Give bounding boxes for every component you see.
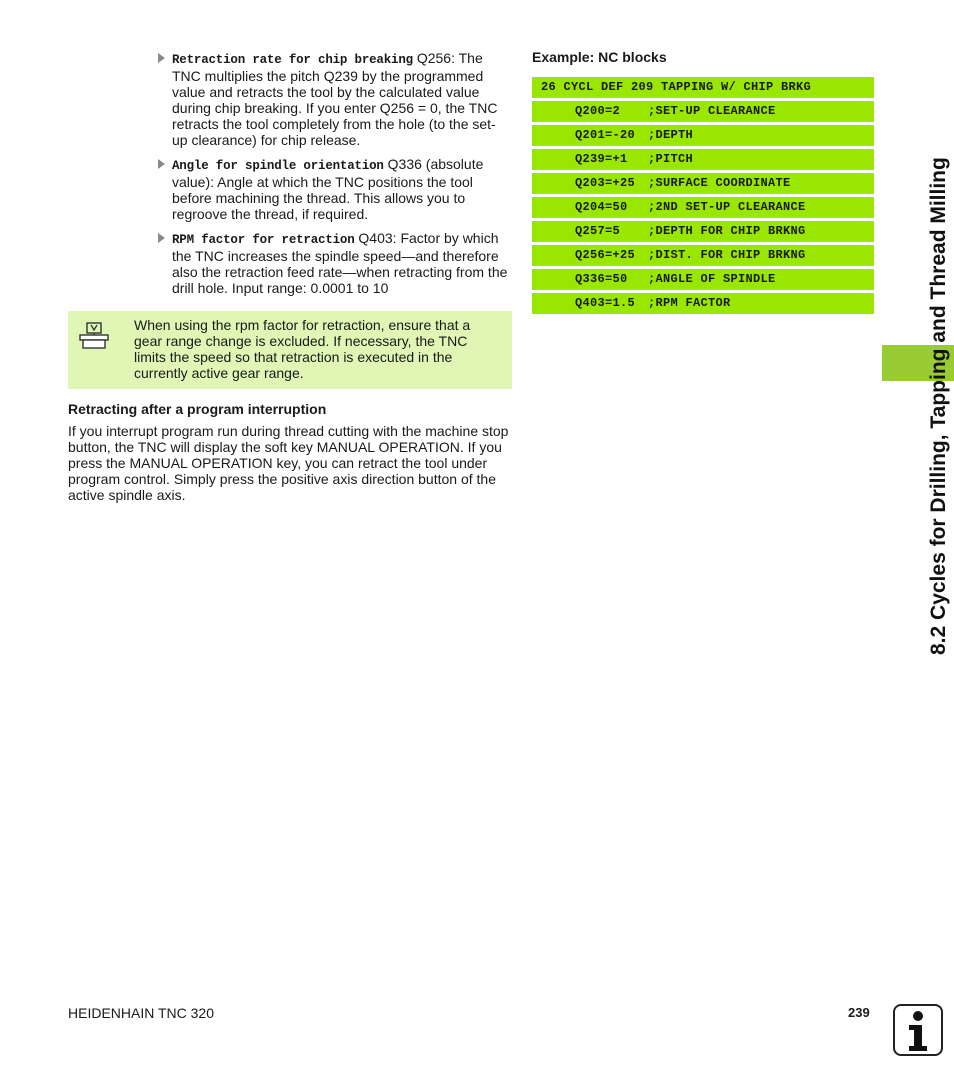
nc-block-row: 26 CYCL DEF 209 TAPPING W/ CHIP BRKG	[532, 77, 874, 98]
nc-block-row	[532, 269, 874, 290]
param-spindle-orientation	[158, 156, 510, 222]
footer-product: HEIDENHAIN TNC 320	[68, 1005, 215, 1021]
nc-block-row	[532, 293, 874, 314]
bullet-triangle-icon	[158, 233, 165, 243]
example-heading: Example: NC blocks	[532, 49, 667, 65]
param-rpm-factor	[158, 230, 510, 296]
nc-code: Q257=5	[575, 224, 621, 238]
nc-code: Q200=2	[575, 104, 621, 118]
nc-block-row	[532, 125, 874, 146]
param-text: Q403: Factor by which the TNC increases the spindle speed—and therefore also the retraction feed rate—when retracting from the drill hole. Input range: 0.0001 to 10	[172, 230, 508, 296]
chapter-title-container	[893, 157, 950, 655]
nc-comment: ;2ND SET-UP CLEARANCE	[648, 200, 806, 214]
nc-block-row	[532, 101, 874, 122]
nc-comment: ;RPM FACTOR	[648, 296, 731, 310]
param-key: Angle for spindle orientation	[172, 159, 384, 173]
nc-comment: ;SET-UP CLEARANCE	[648, 104, 776, 118]
nc-comment: ;DIST. FOR CHIP BRKNG	[648, 248, 806, 262]
nc-comment: ;PITCH	[648, 152, 694, 166]
nc-block-row	[532, 173, 874, 194]
nc-code: Q256=+25	[575, 248, 636, 262]
param-key: Retraction rate for chip breaking	[172, 53, 413, 67]
section-heading: Retracting after a program interruption	[68, 401, 327, 417]
bullet-triangle-icon	[158, 53, 165, 63]
nc-code: Q336=50	[575, 272, 628, 286]
nc-comment: ;DEPTH FOR CHIP BRKNG	[648, 224, 806, 238]
nc-block-row	[532, 221, 874, 242]
param-text: Q256: The TNC multiplies the pitch Q239 by the programmed value and retracts the tool by the calculated value during chip breaking. If you enter Q256 = 0, the TNC retracts the tool completely from the hole (to the set-up clearance) for chip release.	[172, 50, 498, 148]
bullet-triangle-icon	[158, 159, 165, 169]
note-box	[68, 311, 512, 389]
chapter-title: 8.2 Cycles for Drilling, Tapping and Thread Milling	[927, 157, 950, 655]
machine-note-icon	[78, 321, 110, 351]
param-key: RPM factor for retraction	[172, 233, 355, 247]
param-text: Q336 (absolute value): Angle at which the TNC positions the tool before machining the thread. This allows you to regroove the thread, if required.	[172, 156, 484, 222]
nc-comment: ;ANGLE OF SPINDLE	[648, 272, 776, 286]
nc-block-list	[532, 77, 874, 317]
nc-code: Q403=1.5	[575, 296, 636, 310]
nc-block-row	[532, 149, 874, 170]
info-icon	[893, 1004, 943, 1056]
page-number: 239	[848, 1005, 870, 1020]
nc-comment: ;DEPTH	[648, 128, 694, 142]
nc-code: Q201=-20	[575, 128, 636, 142]
note-text: When using the rpm factor for retraction, ensure that a gear range change is excluded. If necessary, the TNC limits the speed so that retraction is executed in the currently active gear range.	[134, 317, 471, 381]
nc-block-row	[532, 197, 874, 218]
section-body: If you interrupt program run during thread cutting with the machine stop button, the TNC will display the soft key MANUAL OPERATION. If you press the MANUAL OPERATION key, you can retract the tool under program control. Simply press the positive axis direction button of the active spindle axis.	[68, 423, 509, 503]
nc-comment: ;SURFACE COORDINATE	[648, 176, 791, 190]
nc-code: Q239=+1	[575, 152, 628, 166]
param-chip-retraction	[158, 50, 510, 148]
nc-block-row	[532, 245, 874, 266]
nc-code: Q204=50	[575, 200, 628, 214]
nc-code: Q203=+25	[575, 176, 636, 190]
